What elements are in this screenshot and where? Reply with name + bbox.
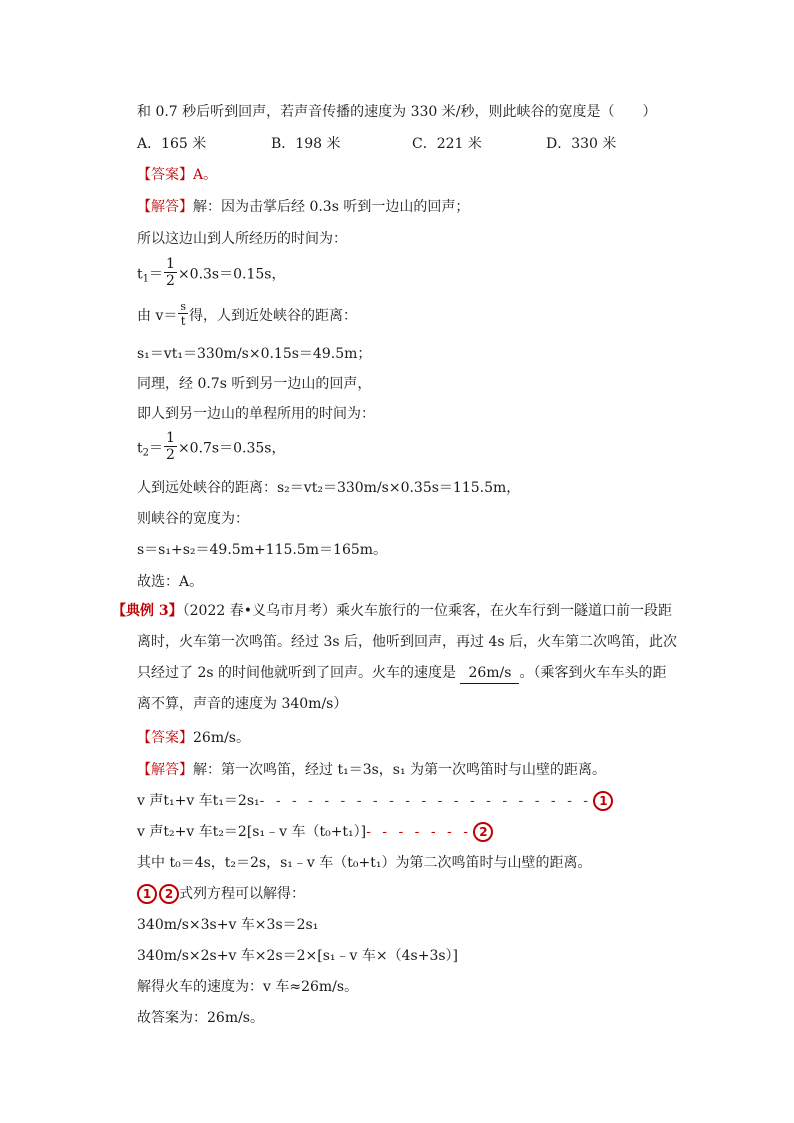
ex3-solution-1: 【解答】解：第一次鸣笛，经过 t₁＝3s，s₁ 为第一次鸣笛时与山壁的距离。 <box>137 762 607 778</box>
option-c: C．221 米 <box>412 136 482 152</box>
answer-blank: 26m/s <box>460 663 519 684</box>
ex2-t2-formula: $t_2=$ $\frac{1}{2}$ ×0.7s＝0.35s， <box>137 430 286 463</box>
solution-label: 【解答】 <box>137 762 193 778</box>
answer-label: 【答案】 <box>137 167 193 183</box>
ex3-equation-2: v 声t₂+v 车t₂＝2[s₁﹣v 车（t₀+t₁）]- - - - - - - 2 <box>137 822 493 842</box>
fraction-s-over-t: $\frac{s}{t}$ <box>180 299 187 328</box>
ex3-question-line-4: 离不算，声音的速度为 340m/s） <box>137 696 348 712</box>
option-d: D．330 米 <box>546 136 617 152</box>
circled-number-1: 1 <box>593 791 613 811</box>
circled-number-1: 1 <box>137 884 157 904</box>
ex2-line-10: s＝s₁+s₂＝49.5m+115.5m＝165m。 <box>137 542 388 558</box>
ex2-solution-intro: 【解答】解：因为击掌后经 0.3s 听到一边山的回声； <box>137 199 470 215</box>
example-label: 【典例 3】 <box>112 603 183 619</box>
ex2-line-5: 同理，经 0.7s 听到另一边山的回声， <box>137 376 372 392</box>
ex2-line-4: s₁＝vt₁＝330m/s×0.15s＝49.5m； <box>137 346 372 362</box>
ex3-solution-6: 340m/s×3s+v 车×3s＝2s₁ <box>137 917 319 933</box>
option-b: B．198 米 <box>271 136 341 152</box>
ex2-line-8: 人到远处峡谷的距离：s₂＝vt₂＝330m/s×0.35s＝115.5m， <box>137 480 521 496</box>
ex2-line-9: 则峡谷的宽度为： <box>137 511 249 527</box>
dash-leader: - - - - - - - - - - - - - - - - - - - - - <box>259 793 592 809</box>
ex3-question-line-3: 只经过了 2s 的时间他就听到了回声。火车的速度是 26m/s 。（乘客到火车车头的距 <box>137 663 666 684</box>
ex3-question-line-2: 离时，火车第一次鸣笛。经过 3s 后，他听到回声，再过 4s 后，火车第二次鸣笛，此次 <box>137 634 677 650</box>
ex3-question-line-1: 【典例 3】（2022 春•义乌市月考）乘火车旅行的一位乘客，在火车行到一隧道口前一段距 <box>112 603 672 619</box>
ex3-solution-4: 其中 t₀＝4s，t₂＝2s，s₁﹣v 车（t₀+t₁）为第二次鸣笛时与山壁的距离。 <box>137 855 592 871</box>
ex2-t1-formula: $t_1=$ $\frac{1}{2}$ ×0.3s＝0.15s， <box>137 256 286 289</box>
circled-number-2: 2 <box>473 822 493 842</box>
ex2-line-6: 即人到另一边山的单程所用的时间为： <box>137 406 375 422</box>
ex3-solution-8: 解得火车的速度为：v 车≈26m/s。 <box>137 979 359 995</box>
dash-leader: - - - - - - - <box>366 824 472 840</box>
solution-label: 【解答】 <box>137 199 193 215</box>
ex2-line-11: 故选：A。 <box>137 574 204 590</box>
option-a: A．165 米 <box>137 136 207 152</box>
ex2-answer <box>137 165 217 185</box>
question-tail: 和 0.7 秒后听到回声，若声音传播的速度为 330 米/秒，则此峡谷的宽度是（ ） <box>137 104 657 120</box>
ex3-equation-1: v 声t₁+v 车t₁＝2s₁- - - - - - - - - - - - - - - - - - - - - 1 <box>137 791 613 811</box>
ex3-solution-7: 340m/s×2s+v 车×2s＝2×[s₁﹣v 车×（4s+3s）] <box>137 948 458 964</box>
answer-value: A。 <box>193 167 218 183</box>
ex3-solution-5: 1 2 式列方程可以解得： <box>137 884 305 904</box>
ex2-line-1: 所以这边山到人所经历的时间为： <box>137 231 347 247</box>
fraction-half-2: $\frac{1}{2}$ <box>166 430 175 463</box>
ex2-line-3: 由 v＝ $\frac{s}{t}$ 得，人到近处峡谷的距离： <box>137 299 358 328</box>
answer-label: 【答案】 <box>137 730 193 746</box>
ex3-solution-9: 故答案为：26m/s。 <box>137 1010 264 1026</box>
ex3-answer: 【答案】26m/s。 <box>137 730 250 746</box>
fraction-half: $\frac{1}{2}$ <box>166 256 175 289</box>
circled-number-2: 2 <box>159 884 179 904</box>
